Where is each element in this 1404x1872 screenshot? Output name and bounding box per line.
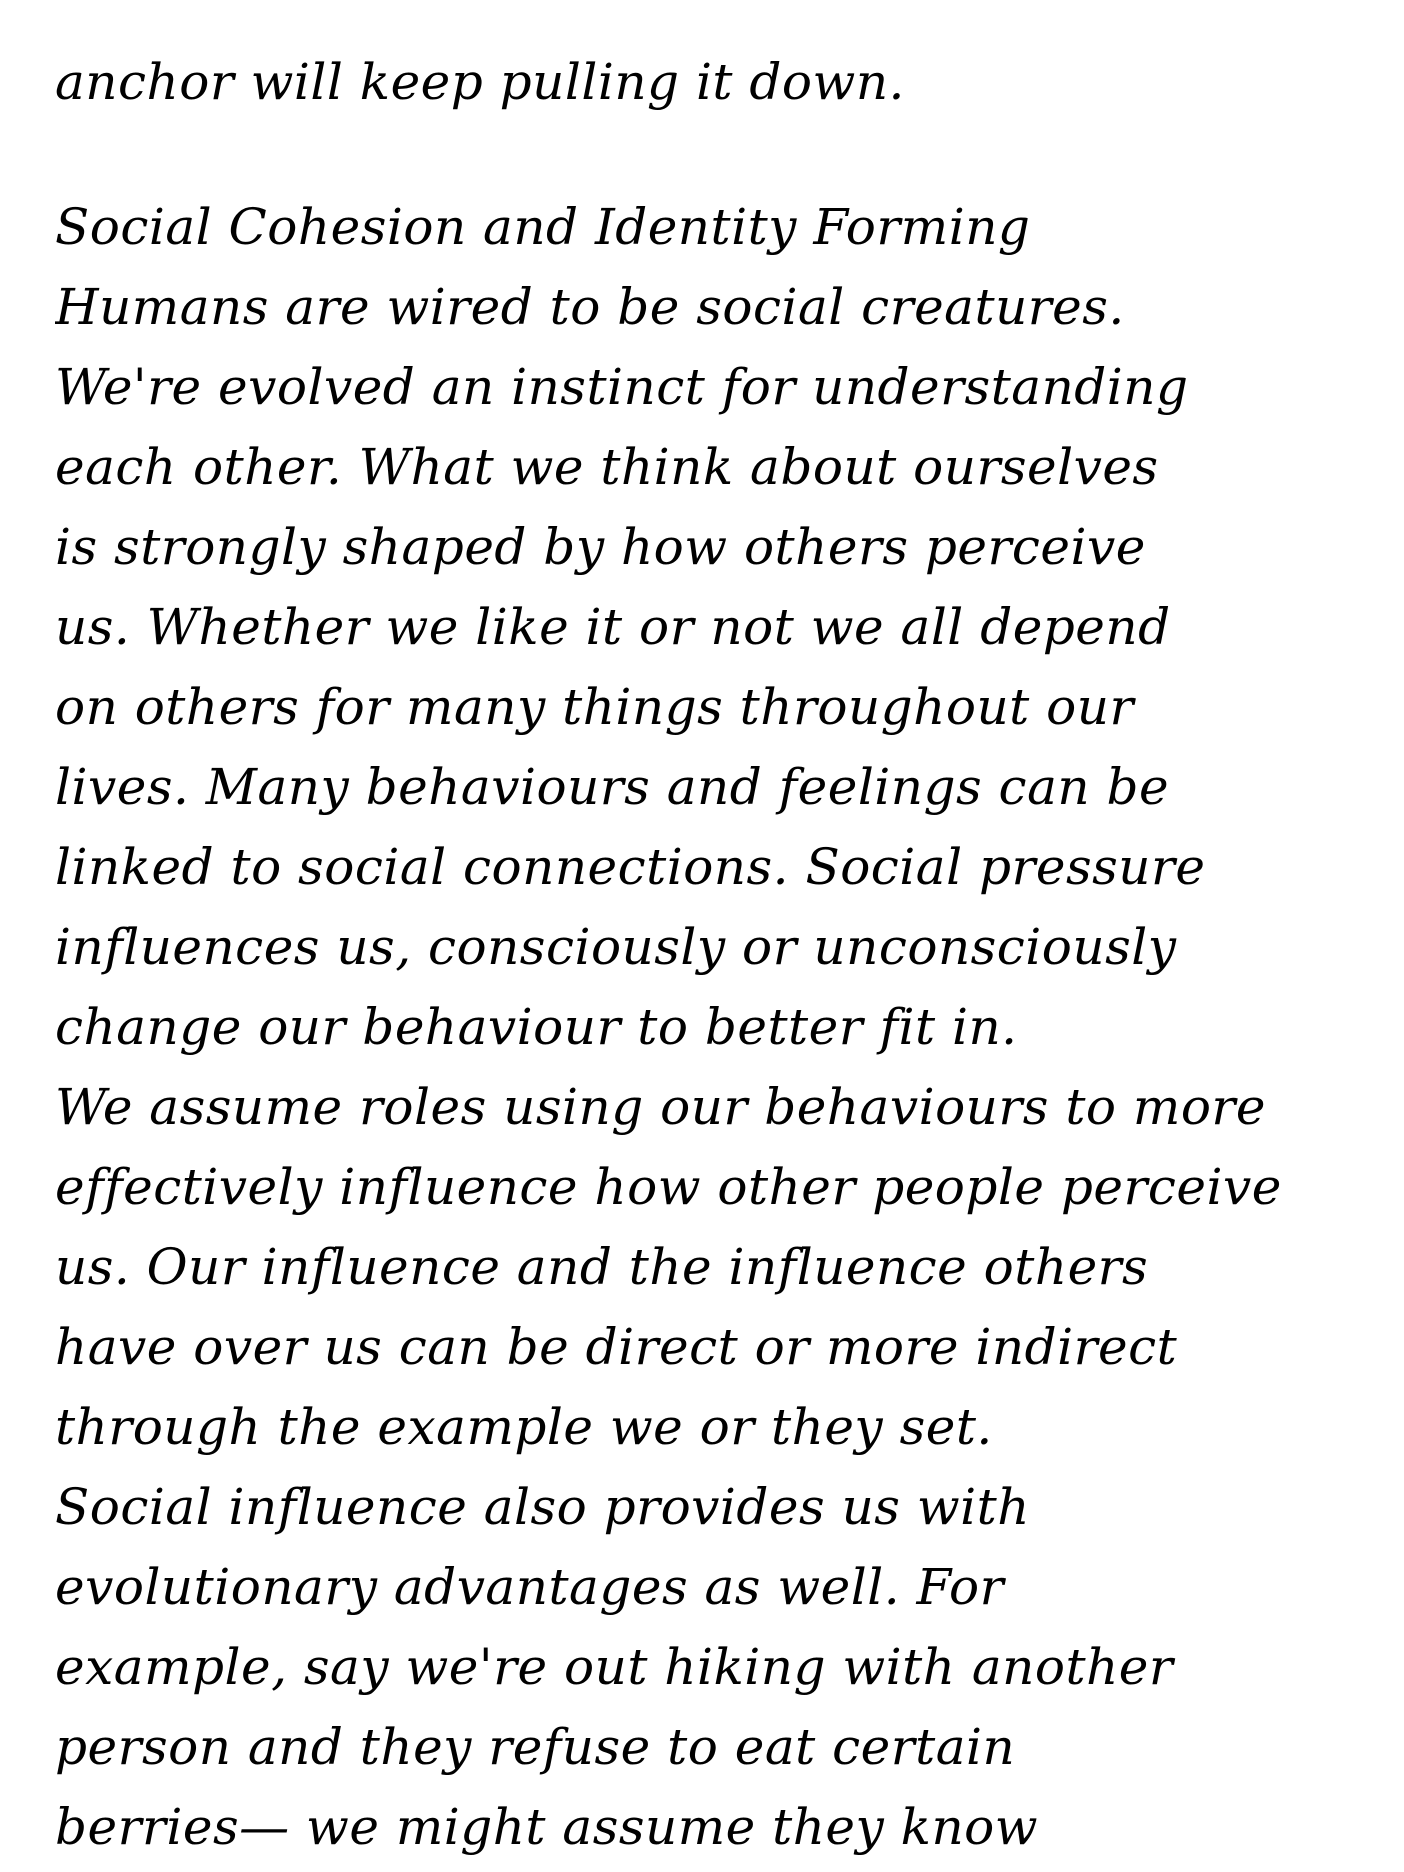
text-line-21: person and they refuse to eat certain <box>55 1718 1016 1776</box>
text-line-18: Social influence also provides us with <box>55 1478 1030 1536</box>
text-line-19: evolutionary advantages as well. For <box>55 1558 1004 1616</box>
text-line-10: linked to social connections. Social pressure <box>55 838 1206 896</box>
text-line-6: is strongly shaped by how others perceive <box>55 518 1146 576</box>
text-line-9: lives. Many behaviours and feelings can be <box>55 758 1170 816</box>
section-heading: Social Cohesion and Identity Forming <box>55 198 1031 256</box>
text-line-3: Humans are wired to be social creatures. <box>55 278 1125 336</box>
text-line-22: berries— we might assume they know <box>55 1798 1039 1856</box>
text-line-7: us. Whether we like it or not we all depend <box>55 598 1171 656</box>
text-line-4: We're evolved an instinct for understanding <box>55 358 1189 416</box>
text-line-12: change our behaviour to better fit in. <box>55 998 1018 1056</box>
text-line-20: example, say we're out hiking with another <box>55 1638 1174 1696</box>
text-line-15: us. Our influence and the influence others <box>55 1238 1149 1296</box>
text-line-11: influences us, consciously or unconsciously <box>55 918 1177 976</box>
text-line-17: through the example we or they set. <box>55 1398 993 1456</box>
text-line-8: on others for many things throughout our <box>55 678 1134 736</box>
text-line-13: We assume roles using our behaviours to more <box>55 1078 1266 1136</box>
text-line-5: each other. What we think about ourselves <box>55 438 1159 496</box>
text-line-1: anchor will keep pulling it down. <box>55 53 905 111</box>
text-line-16: have over us can be direct or more indirect <box>55 1318 1178 1376</box>
text-line-14: effectively influence how other people perceive <box>55 1158 1282 1216</box>
